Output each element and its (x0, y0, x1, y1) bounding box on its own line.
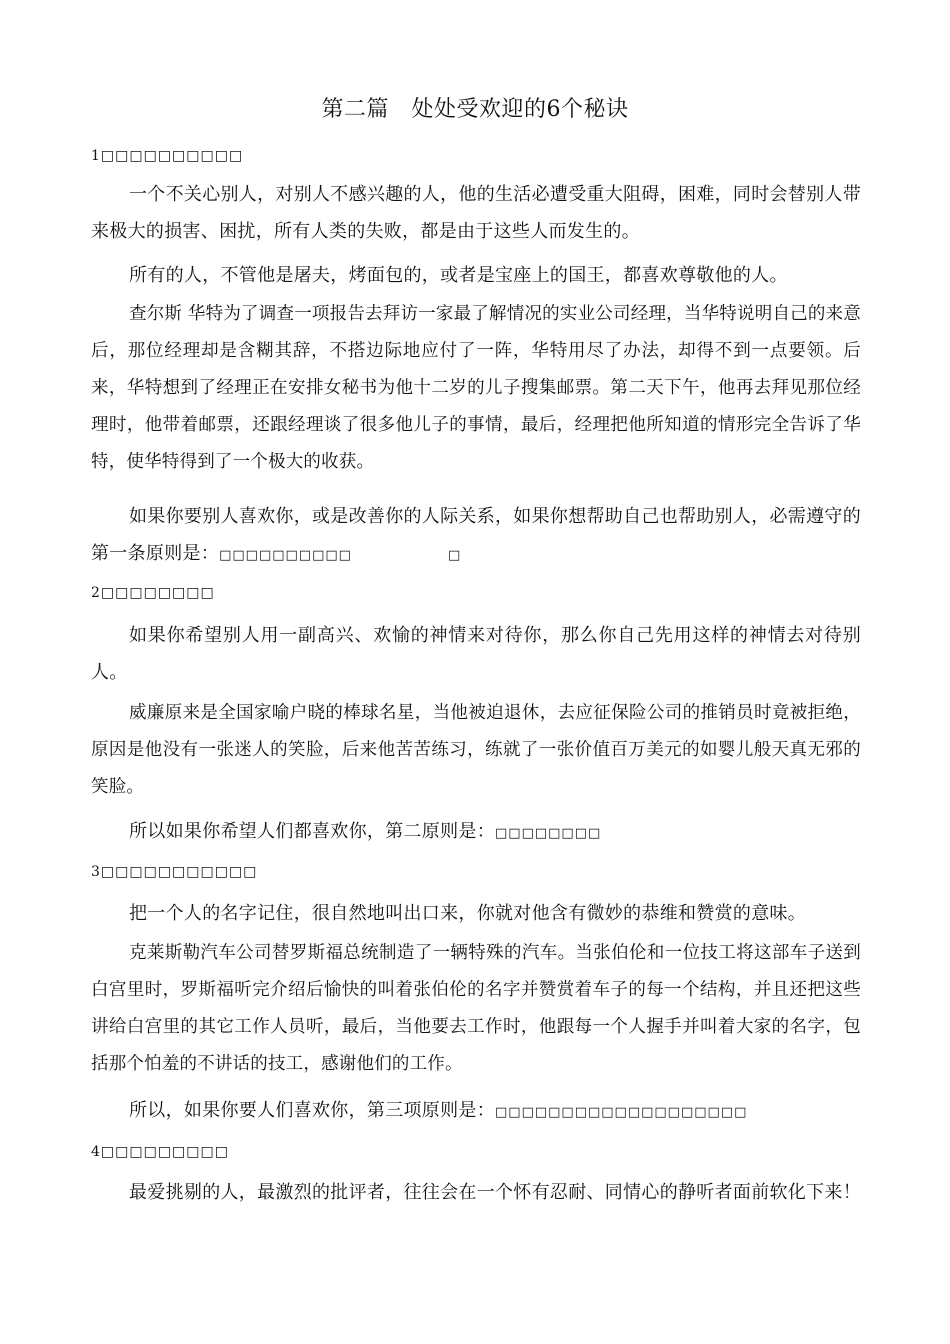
section-2-principle-text: 所以如果你希望人们都喜欢你，第二原则是： (129, 821, 495, 842)
section-1-principle-text: 如果你要别人喜欢你，或是改善你的人际关系，如果你想帮助自己也帮助别人，必需遵守的第一条原则是： (91, 506, 861, 564)
section-3-principle-text: 所以，如果你要人们喜欢你，第三项原则是： (129, 1100, 495, 1121)
section-1-principle (91, 498, 861, 574)
section-3-principle (91, 1092, 861, 1131)
section-3-paragraph-2: 克莱斯勒汽车公司替罗斯福总统制造了一辆特殊的汽车。当张伯伦和一位技工将这部车子送到白宫里时，罗斯福听完介绍后愉快的叫着张伯伦的名字并赞赏着车子的每一个结构，并且还把这些讲给白宫里的其它工作人员听，最后，当他要去工作时，他跟每一个人握手并叫着大家的名字，包括那个怕羞的不讲话的技工，感谢他们的工作。 (91, 943, 861, 1074)
section-1-paragraph-3: 查尔斯 华特为了调查一项报告去拜访一家最了解情况的实业公司经理，当华特说明自己的来意后，那位经理却是含糊其辞，不搭边际地应付了一阵，华特用尽了办法，却得不到一点要领。后来，华特想到了经理正在安排女秘书为他十二岁的儿子搜集邮票。第二天下午，他再去拜见那位经理时，他带着邮票，还跟经理谈了很多他儿子的事情，最后，经理把他所知道的情形完全告诉了华特，使华特得到了一个极大的收获。 (91, 304, 861, 472)
section-1-paragraph-2: 所有的人，不管他是屠夫，烤面包的，或者是宝座上的国王，都喜欢尊敬他的人。 (129, 265, 788, 286)
section-1-heading: 1□□□□□□□□□□ (91, 148, 244, 164)
section-3-heading: 3□□□□□□□□□□□ (91, 864, 258, 880)
section-1-principle-blank: □□□□□□□□□□ (219, 548, 352, 563)
section-3-paragraph-1: 把一个人的名字记住，很自然地叫出口来，你就对他含有微妙的恭维和赞赏的意味。 (129, 903, 807, 924)
section-1-paragraph-1: 一个不关心别人，对别人不感兴趣的人，他的生活必遭受重大阻碍，困难，同时会替别人带来极大的损害、困扰，所有人类的失败，都是由于这些人而发生的。 (91, 184, 861, 242)
section-2-paragraph-1: 如果你希望别人用一副高兴、欢愉的神情来对待你，那么你自己先用这样的神情去对待别人。 (91, 625, 861, 683)
section-2-heading: 2□□□□□□□□ (91, 585, 215, 601)
section-4-paragraph-1: 最爱挑剔的人，最激烈的批评者，往往会在一个怀有忍耐、同情心的静听者面前软化下来！ (129, 1182, 861, 1203)
section-3-principle-blank: □□□□□□□□□□□□□□□□□□□ (495, 1105, 748, 1120)
section-4-heading: 4□□□□□□□□□ (91, 1144, 229, 1160)
section-1-principle-end: □ (447, 548, 462, 563)
page-title: 第二篇 处处受欢迎的6个秘诀 (321, 97, 629, 122)
section-2-paragraph-2: 威廉原来是全国家喻户晓的棒球名星，当他被迫退休，去应征保险公司的推销员时竟被拒绝，原因是他没有一张迷人的笑脸，后来他苦苦练习，练就了一张价值百万美元的如婴儿般天真无邪的笑脸。 (91, 703, 861, 797)
section-2-principle (91, 813, 861, 852)
section-2-principle-blank: □□□□□□□□ (495, 826, 602, 841)
